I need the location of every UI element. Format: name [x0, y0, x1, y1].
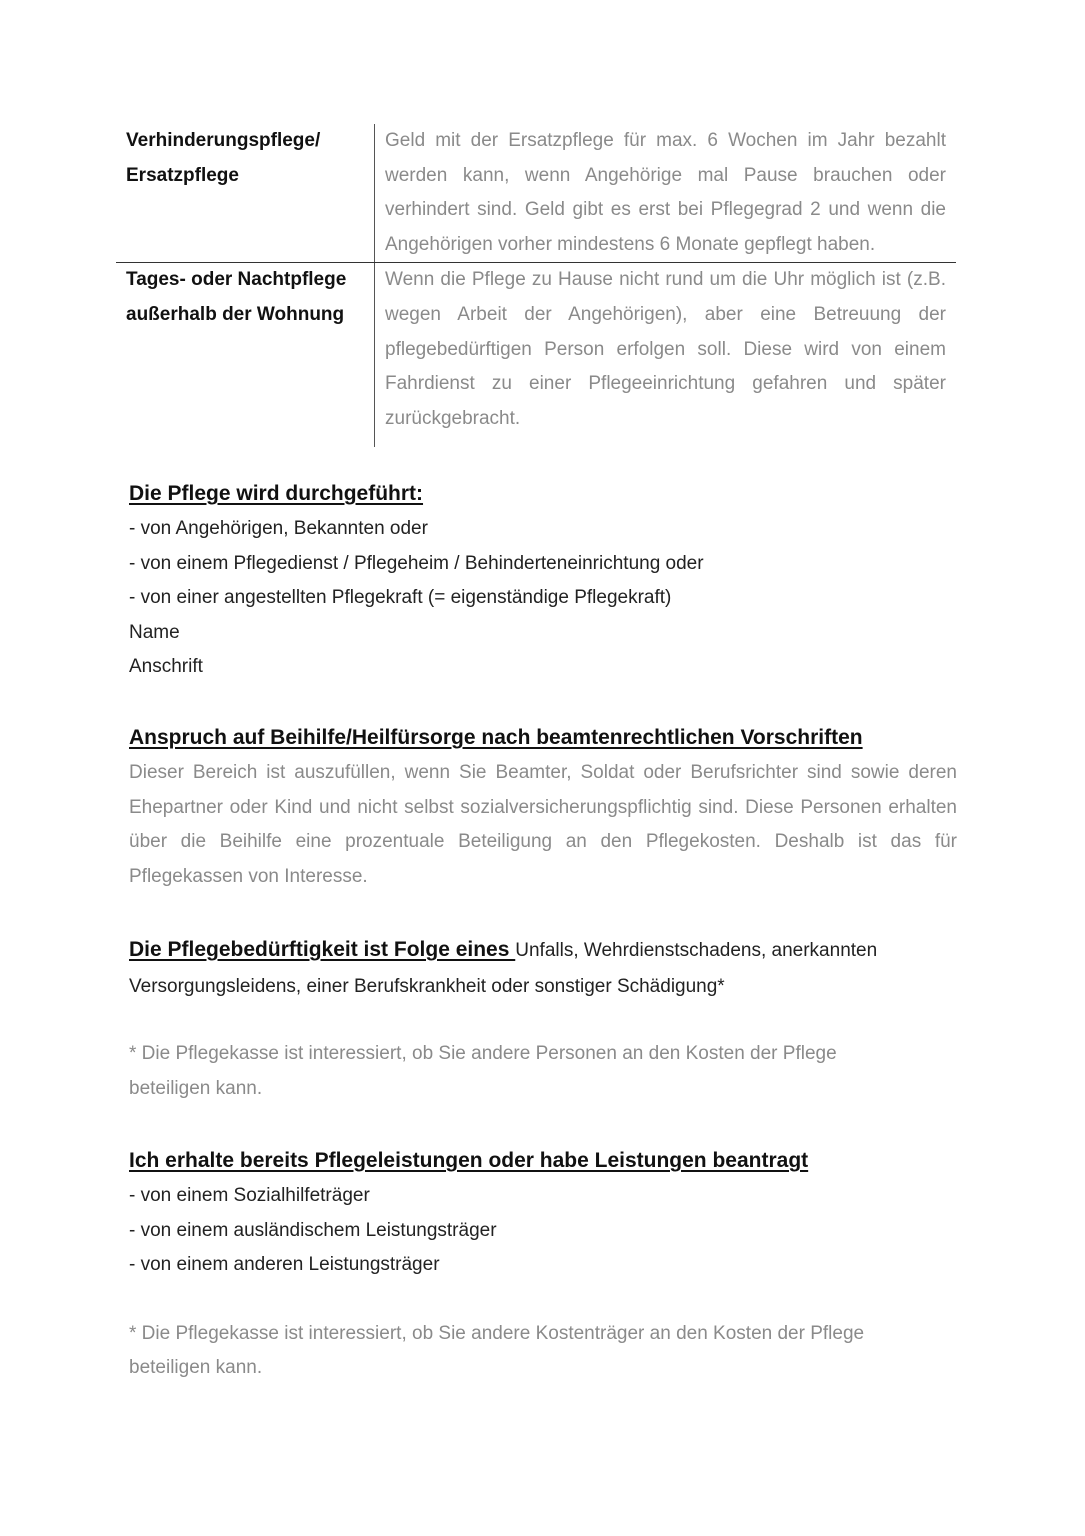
list-item: - von einem anderen Leistungsträger: [129, 1254, 440, 1276]
term-line: Tages- oder Nachtpflege: [126, 269, 347, 291]
section-heading: Ich erhalte bereits Pflegeleistungen oder habe Leistungen beantragt: [129, 1149, 809, 1172]
section-benefits: [129, 1143, 957, 1386]
term-line: außerhalb der Wohnung: [126, 303, 345, 325]
table-row: [116, 262, 956, 447]
cause-list-text: Unfalls, Wehrdienstschadens, anerkannten Versorgungsleidens, einer Berufskrankheit oder sonstiger Schädigung*: [129, 940, 878, 997]
name-label: Name: [129, 621, 180, 643]
list-item: - von einer angestellten Pflegekraft (= eigenständige Pflegekraft): [129, 587, 672, 609]
list-item: - von einem Pflegedienst / Pflegeheim / Behinderteneinrichtung oder: [129, 552, 704, 574]
term-line: Verhinderungspflege/: [126, 130, 321, 151]
section-cause: [129, 932, 957, 1106]
table-description-cell: Geld mit der Ersatzpflege für max. 6 Wochen im Jahr bezahlt werden kann, wenn Angehörige mal Pause brauchen oder verhindert sind. Geld gibt es erst bei Pflegegrad 2 und wenn die Angehörigen vorher mindestens 6 Monate gepflegt haben.: [374, 124, 956, 262]
address-label: Anschrift: [129, 656, 203, 678]
footnote: * Die Pflegekasse ist interessiert, ob Sie andere Personen an den Kosten der Pflege beteiligen kann.: [129, 1043, 837, 1099]
cause-paragraph: [129, 932, 957, 1005]
list-item: - von einem Sozialhilfeträger: [129, 1185, 370, 1206]
list-item: - von Angehörigen, Bekannten oder: [129, 518, 428, 539]
list-item: - von einem ausländischem Leistungsträger: [129, 1219, 497, 1241]
section-explanation: Dieser Bereich ist auszufüllen, wenn Sie Beamter, Soldat oder Berufsrichter sind sowie deren Ehepartner oder Kind und nicht selbst sozialversicherungspflichtig sind. Diese Personen erhalten über die Beihilfe eine prozentuale Beteiligung an den Pflegekosten. Deshalb ist das für Pflegekassen von Interesse.: [129, 762, 957, 887]
table-term-cell: [116, 124, 374, 262]
table-description-cell: Wenn die Pflege zu Hause nicht rund um die Uhr möglich ist (z.B. wegen Arbeit der Angehörigen), aber eine Betreuung der pflegebedürftigen Person erfolgen soll. Diese wird von einem Fahrdienst zu einer Pflegeeinrichtung gefahren und später zurückgebracht.: [374, 263, 956, 447]
table-term-cell: [116, 263, 374, 447]
term-line: Ersatzpflege: [126, 164, 239, 186]
table-row: [116, 124, 956, 262]
footnote: * Die Pflegekasse ist interessiert, ob Sie andere Kostenträger an den Kosten der Pflege beteiligen kann.: [129, 1322, 865, 1379]
care-types-table: [116, 124, 956, 447]
section-beihilfe: [129, 720, 957, 894]
section-care-provider: [129, 476, 957, 685]
section-heading: Die Pflege wird durchgeführt:: [129, 482, 424, 505]
section-heading: Die Pflegebedürftigkeit ist Folge eines: [129, 938, 516, 961]
section-heading: Anspruch auf Beihilfe/Heilfürsorge nach beamtenrechtlichen Vorschriften: [129, 726, 863, 749]
